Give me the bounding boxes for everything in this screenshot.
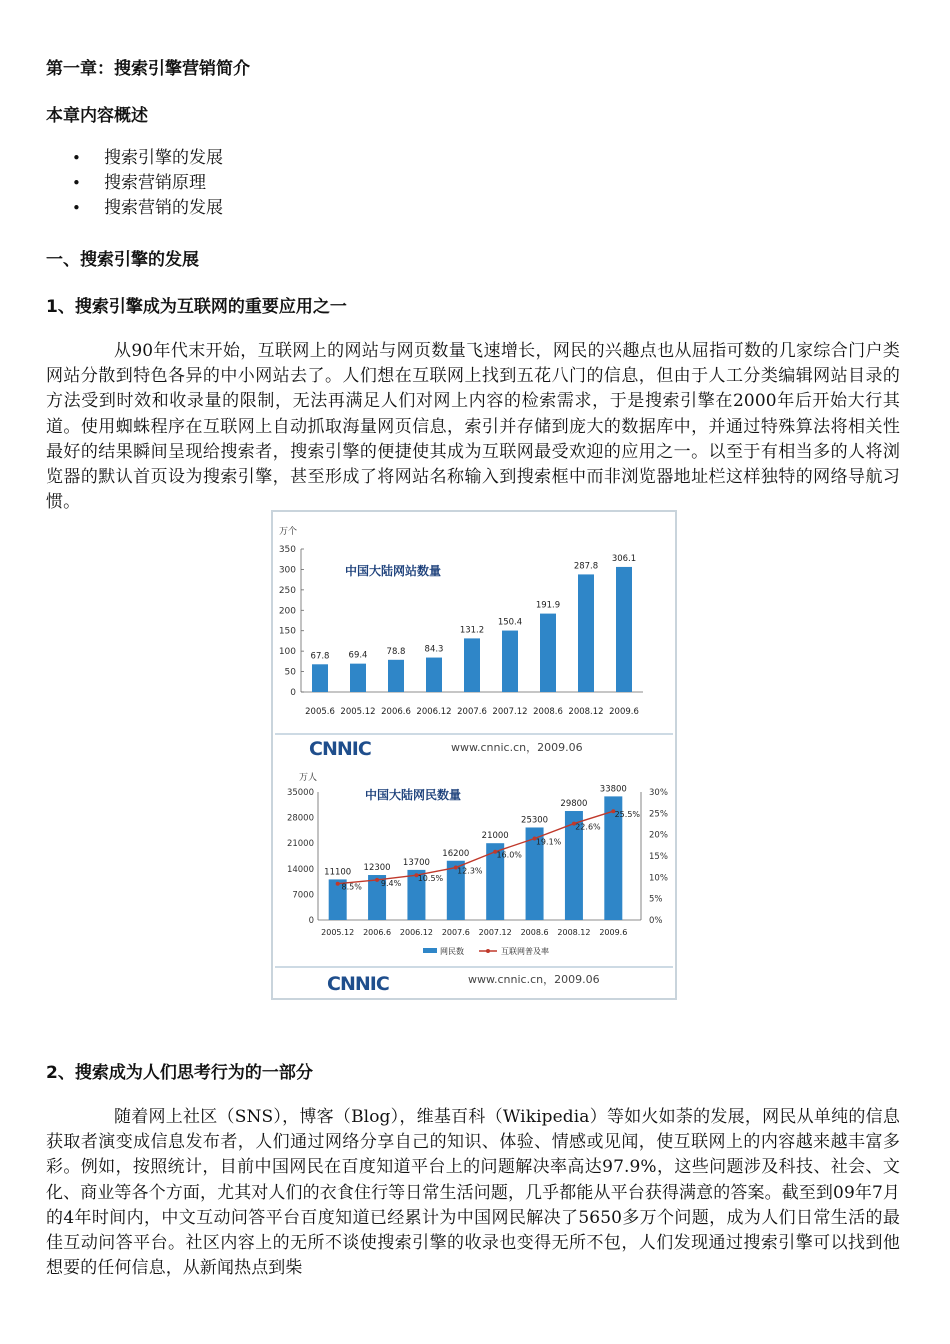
- chart2-ytick-right-label: 5%: [649, 894, 663, 905]
- chart1-xtick-label: 2008.12: [568, 707, 604, 717]
- chart1-bar: [464, 638, 480, 692]
- chart2-xtick-label: 2008.12: [557, 928, 591, 937]
- chart1-bar: [312, 664, 328, 692]
- chart1-bar: [426, 658, 442, 692]
- chart2-line-label: 19.1%: [535, 837, 562, 847]
- chart1-background: [273, 512, 675, 727]
- chart2-xtick-label: 2006.12: [399, 928, 433, 937]
- chart2-ytick-right-label: 15%: [649, 852, 668, 862]
- list-item: • 搜索引擎的发展: [46, 146, 223, 171]
- chart2-ytick-right-label: 0%: [649, 916, 663, 926]
- chart2-value-label: 11100: [324, 867, 352, 878]
- chart1-bar: [616, 567, 632, 692]
- chart1-value-label: 131.2: [459, 625, 485, 636]
- chart1-xtick-label: 2006.6: [381, 707, 411, 717]
- chart1-xtick-label: 2008.6: [533, 707, 563, 717]
- chart1-bar: [502, 631, 518, 692]
- chart2-line-label: 10.5%: [417, 874, 444, 884]
- chart2-value-label: 29800: [560, 799, 588, 810]
- section-heading: 一、搜索引擎的发展: [46, 250, 199, 270]
- paragraph-2: 随着网上社区（SNS），博客（Blog），维基百科（Wikipedia）等如火如荼的发展，网民从单纯的信息获取者演变成信息发布者，人们通过网络分享自己的知识、体验、情感或见闻，使互联网上的内容越来越丰富多彩。例如，按照统计，目前中国网民在百度知道平台上的问题解决率高达97.9%，这些问题涉及科技、社会、文化、商业等各个方面，尤其对人们的衣食住行等日常生活问题，几乎都能从平台获得满意的答案。截至到09年7月的4年时间内，中文互动问答平台百度知道已经累计为中国网民解决了5650多万个问题，成为人们日常生活的最佳互动问答平台。社区内容上的无所不谈使搜索引擎的收录也变得无所不包，人们发现通过搜索引擎可以找到他想要的任何信息，从新闻热点到柴: [46, 1107, 900, 1279]
- chart2-value-label: 25300: [521, 815, 549, 826]
- chart2-line-label: 9.4%: [380, 878, 402, 888]
- chart2-line-label: 22.6%: [575, 822, 601, 832]
- chart2-line-point: [375, 878, 379, 882]
- chart2-legend-marker-line: [486, 949, 490, 953]
- list-item: • 搜索营销的发展: [46, 196, 223, 221]
- chart2-value-label: 33800: [599, 784, 627, 795]
- chart1-xtick-label: 2005.12: [340, 707, 376, 717]
- subsection-heading-1: 1、搜索引擎成为互联网的重要应用之一: [46, 297, 347, 317]
- chart1-ytick-label: 0: [290, 688, 296, 698]
- chart2-ytick-left-label: 14000: [286, 864, 314, 875]
- chart2-ytick-right-label: 10%: [649, 873, 668, 884]
- chart1-value-label: 69.4: [348, 650, 368, 661]
- chart2-value-label: 13700: [402, 857, 430, 868]
- chart2-ytick-left-label: 21000: [286, 839, 314, 850]
- chart1-title: 中国大陆网站数量: [345, 564, 442, 578]
- chart1-source-logo: CNNIC: [309, 738, 371, 760]
- chart2-ytick-right-label: 30%: [649, 788, 668, 798]
- chart1-xtick-label: 2006.12: [416, 707, 452, 717]
- chart1-ytick-label: 200: [278, 606, 296, 617]
- chart2-ytick-right-label: 25%: [649, 809, 668, 820]
- chart1-xtick-label: 2007.12: [492, 707, 528, 717]
- chart2-line-label: 16.0%: [496, 850, 522, 860]
- chart2-xtick-label: 2006.6: [363, 928, 392, 937]
- overview-heading: 本章内容概述: [46, 106, 148, 126]
- chart2-ytick-left-label: 35000: [286, 788, 314, 798]
- chart2-line-point: [336, 882, 340, 886]
- chart1-ytick-label: 300: [278, 565, 296, 576]
- chart-figure: [271, 510, 677, 1000]
- chart1-unit-label: 万个: [279, 527, 298, 537]
- chart1-value-label: 78.8: [386, 646, 406, 657]
- chart1-value-label: 306.1: [611, 553, 637, 564]
- chart1-ytick-label: 250: [278, 585, 296, 596]
- chart1-ytick-label: 350: [278, 545, 296, 555]
- chart2-line-label: 12.3%: [457, 866, 483, 876]
- charts-svg: [273, 512, 675, 998]
- chart2-xtick-label: 2008.6: [520, 928, 549, 937]
- chart2-line-label: 8.5%: [341, 882, 362, 892]
- chart2-ytick-right-label: 20%: [649, 830, 668, 841]
- chart1-xtick-label: 2009.6: [609, 707, 639, 717]
- chart2-value-label: 12300: [363, 863, 391, 874]
- chart2-line-label: 25.5%: [614, 810, 641, 820]
- chart1-value-label: 191.9: [535, 600, 561, 611]
- chart2-xtick-label: 2005.12: [321, 928, 355, 937]
- subsection-heading-2: 2、搜索成为人们思考行为的一部分: [46, 1063, 313, 1083]
- chart2-source-logo: CNNIC: [327, 973, 389, 995]
- chart2-unit-label: 万人: [299, 773, 318, 783]
- chart2-legend-swatch-bars: [423, 948, 437, 953]
- chart1-ytick-label: 150: [278, 626, 296, 637]
- chart1-bar: [540, 614, 556, 692]
- chart2-xtick-label: 2007.6: [441, 928, 470, 937]
- chart2-ytick-left-label: 0: [308, 916, 314, 926]
- chart2-legend-label-line: 互联网普及率: [501, 947, 549, 956]
- chart2-title: 中国大陆网民数量: [365, 788, 462, 802]
- chapter-title: 第一章：搜索引擎营销简介: [46, 59, 250, 79]
- chart1-source-text: www.cnnic.cn，2009.06: [451, 741, 583, 754]
- overview-list: [46, 146, 223, 221]
- chart1-xtick-label: 2005.6: [305, 707, 335, 717]
- chart2-legend-label-bars: 网民数: [440, 947, 464, 956]
- chart1-ytick-label: 50: [284, 667, 296, 678]
- list-item: • 搜索营销原理: [46, 171, 223, 196]
- chart2-xtick-label: 2009.6: [599, 928, 628, 937]
- chart1-bar: [350, 664, 366, 692]
- paragraph-1: 从90年代末开始，互联网上的网站与网页数量飞速增长，网民的兴趣点也从屈指可数的几家综合门户类网站分散到特色各异的中小网站去了。人们想在互联网上找到五花八门的信息，但由于人工分类编辑网站目录的方法受到时效和收录量的限制，无法再满足人们对网上内容的检索需求，于是搜索引擎在2000年后开始大行其道。使用蜘蛛程序在互联网上自动抓取海量网页信息，索引并存储到庞大的数据库中，并通过特殊算法将相关性最好的结果瞬间呈现给搜索者，搜索引擎的便捷使其成为互联网最受欢迎的应用之一。以至于有相当多的人将浏览器的默认首页设为搜索引擎，甚至形成了将网站名称输入到搜索框中而非浏览器地址栏这样独特的网络导航习惯。: [46, 341, 900, 513]
- chart1-value-label: 150.4: [497, 617, 523, 628]
- chart1-bar: [388, 660, 404, 692]
- chart1-bar: [578, 574, 594, 692]
- chart1-ytick-label: 100: [278, 647, 296, 658]
- chart2-ytick-left-label: 28000: [286, 813, 314, 824]
- chart2-value-label: 21000: [481, 831, 509, 842]
- chart2-ytick-left-label: 7000: [292, 890, 314, 901]
- chart1-xtick-label: 2007.6: [457, 707, 487, 717]
- chart1-value-label: 84.3: [424, 644, 444, 655]
- chart1-value-label: 287.8: [573, 561, 599, 572]
- chart2-value-label: 16200: [442, 848, 470, 859]
- chart2-source-text: www.cnnic.cn，2009.06: [468, 973, 600, 986]
- chart2-xtick-label: 2007.12: [478, 928, 512, 937]
- chart1-value-label: 67.8: [310, 651, 330, 662]
